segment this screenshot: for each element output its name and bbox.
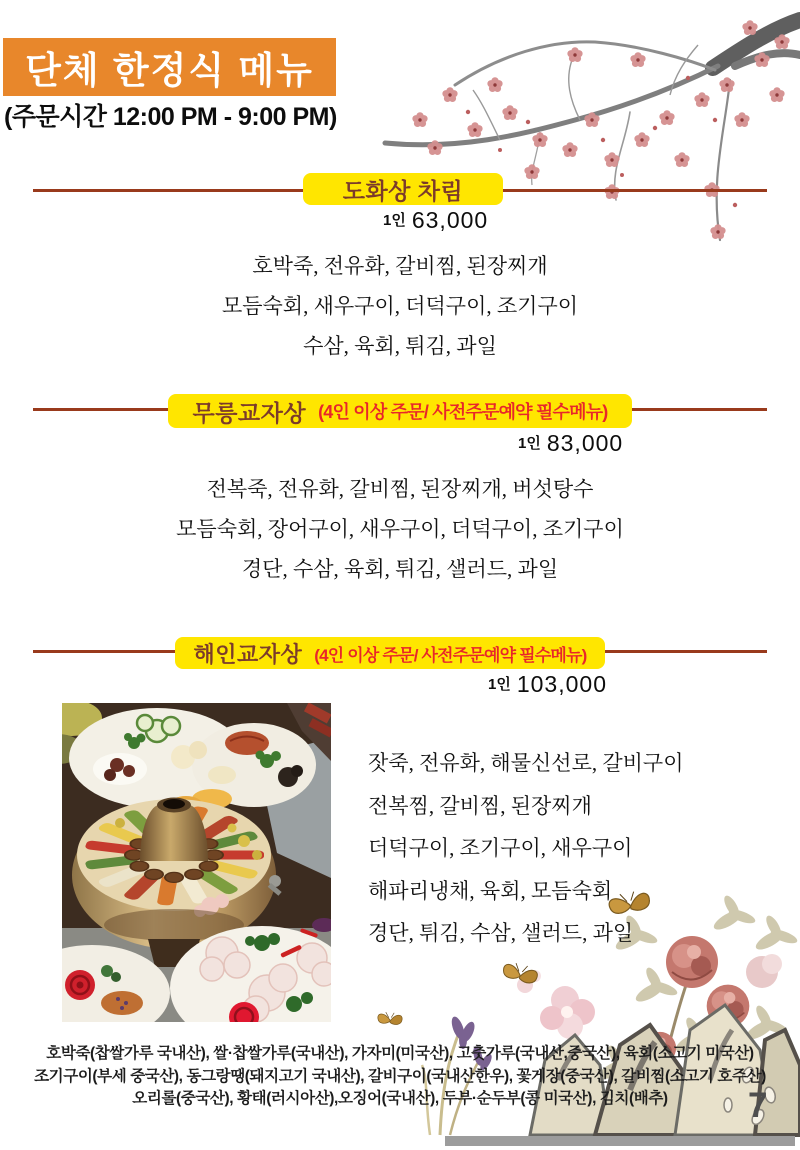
section-1-items [0, 246, 800, 366]
per-person-label: 1인 [383, 212, 406, 229]
title-banner [3, 38, 336, 96]
menu-line: 잣죽, 전유화, 해물신선로, 갈비구이 [368, 751, 684, 775]
section-3-header [175, 637, 605, 669]
menu-line: 수삼, 육회, 튀김, 과일 [303, 334, 497, 358]
menu-line: 해파리냉채, 육회, 모듬숙회 [368, 878, 613, 903]
menu-line: 경단, 수삼, 육회, 튀김, 샐러드, 과일 [241, 557, 559, 581]
menu-line: 전복찜, 갈비찜, 된장찌개 [368, 793, 592, 818]
section-1-header [303, 173, 503, 205]
section-1-price [383, 207, 488, 234]
section-3-note: (4인 이상 주문/ 사전주문예약 필수메뉴) [314, 645, 587, 665]
menu-line: 전복죽, 전유화, 갈비찜, 된장찌개, 버섯탕수 [206, 477, 594, 501]
section-2-name: 무릉교자상 [192, 399, 307, 426]
menu-line: 더덕구이, 조기구이, 새우구이 [368, 836, 633, 860]
section-1-name: 도화상 차림 [342, 177, 464, 204]
origin-disclosure [20, 1043, 780, 1111]
section-3-name: 해인교자상 [193, 641, 303, 667]
order-time-text: (주문시간 12:00 PM - 9:00 PM) [4, 103, 337, 131]
section-2-items [0, 469, 800, 589]
page-number: 7 [748, 1086, 768, 1125]
section-2-header [168, 394, 632, 428]
section-2-note: (4인 이상 주문/ 사전주문예약 필수메뉴) [318, 402, 608, 422]
menu-line: 모듬숙회, 새우구이, 더덕구이, 조기구이 [221, 294, 579, 318]
price-amount: 83,000 [546, 430, 624, 456]
price-amount: 63,000 [411, 207, 489, 233]
menu-line: 경단, 튀김, 수삼, 샐러드, 과일 [368, 921, 634, 945]
section-3-price [488, 671, 607, 698]
menu-line: 호박죽, 전유화, 갈비찜, 된장찌개 [252, 254, 548, 278]
origin-line: 오리롤(중국산), 황태(러시아산),오징어(국내산), 두부·순두부(콩 미국산), 김치(배추) [132, 1090, 668, 1107]
footer-bar [445, 1136, 795, 1146]
per-person-label: 1인 [488, 676, 511, 693]
section-3-items [368, 742, 684, 955]
origin-line: 호박죽(찹쌀가루 국내산), 쌀·찹쌀가루(국내산), 가자미(미국산), 고춧가루(국내산,중국산), 육회(소고기 미국산) [46, 1045, 754, 1062]
section-2-price [518, 430, 623, 457]
per-person-label: 1인 [518, 435, 541, 452]
menu-line: 모듬숙회, 장어구이, 새우구이, 더덕구이, 조기구이 [176, 517, 624, 541]
page-title: 단체 한정식 메뉴 [25, 50, 314, 91]
origin-line: 조기구이(부세 중국산), 동그랑땡(돼지고기 국내산), 갈비구이(국내산한우), 꽃게장(중국산), 갈비찜(소고기 호주산) [34, 1067, 766, 1085]
price-amount: 103,000 [516, 671, 607, 697]
sinseollo-hotpot-photo [62, 703, 331, 1022]
